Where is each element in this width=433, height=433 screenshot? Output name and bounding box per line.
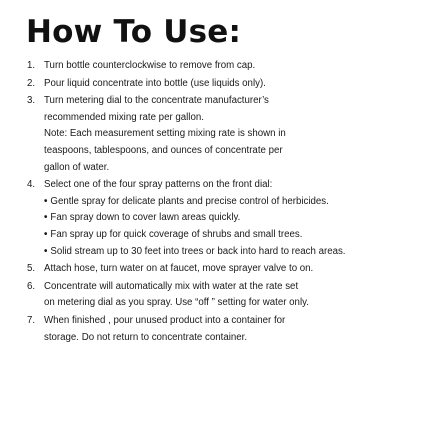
step-text: on metering dial as you spray. Use “off ” setting for water only. — [44, 297, 309, 309]
spray-pattern-item — [44, 194, 433, 211]
spray-pattern-item — [44, 210, 433, 227]
step-text: storage. Do not return to concentrate container. — [44, 331, 248, 343]
step-3 — [0, 93, 433, 176]
spray-pattern-item — [44, 244, 433, 261]
step-2 — [0, 76, 433, 93]
step-number: 6. — [27, 280, 36, 292]
step-text: When finished , pour unused product into a container for — [44, 314, 286, 326]
instruction-steps — [0, 58, 433, 347]
step-1 — [0, 58, 433, 75]
step-note: teaspoons, tablespoons, and ounces of concentrate per — [44, 144, 283, 156]
spray-pattern-text: Solid stream up to 30 feet into trees or back into hard to reach areas. — [50, 245, 346, 257]
step-note: Note: Each measurement setting mixing rate is shown in — [44, 128, 286, 140]
bullet-icon: • — [44, 212, 48, 224]
step-6 — [0, 279, 433, 312]
step-4 — [0, 177, 433, 260]
spray-pattern-text: Fan spray down to cover lawn areas quickly. — [50, 212, 241, 224]
step-text: Pour liquid concentrate into bottle (use liquids only). — [44, 77, 266, 89]
step-text: Attach hose, turn water on at faucet, move sprayer valve to on. — [44, 263, 314, 275]
step-text: Turn bottle counterclockwise to remove from cap. — [44, 60, 256, 71]
step-number: 3. — [27, 95, 36, 107]
page-title: How To Use: — [26, 14, 242, 50]
spray-pattern-item — [44, 227, 433, 244]
step-number: 7. — [27, 314, 36, 326]
step-note: gallon of water. — [44, 161, 110, 173]
spray-pattern-text: Gentle spray for delicate plants and precise control of herbicides. — [50, 195, 329, 207]
step-text: recommended mixing rate per gallon. — [44, 111, 204, 123]
step-number: 1. — [27, 60, 36, 71]
bullet-icon: • — [44, 228, 48, 240]
step-7 — [0, 313, 433, 346]
spray-pattern-text: Fan spray up for quick coverage of shrubs and small trees. — [50, 228, 303, 240]
step-text: Turn metering dial to the concentrate manufacturer’s — [44, 95, 269, 107]
step-text: Select one of the four spray patterns on the front dial: — [44, 179, 273, 191]
step-number: 2. — [27, 77, 36, 89]
step-5 — [0, 261, 433, 278]
step-text: Concentrate will automatically mix with water at the rate set — [44, 280, 299, 292]
step-number: 5. — [27, 263, 36, 275]
step-number: 4. — [27, 179, 36, 191]
bullet-icon: • — [44, 195, 48, 207]
bullet-icon: • — [44, 245, 48, 257]
